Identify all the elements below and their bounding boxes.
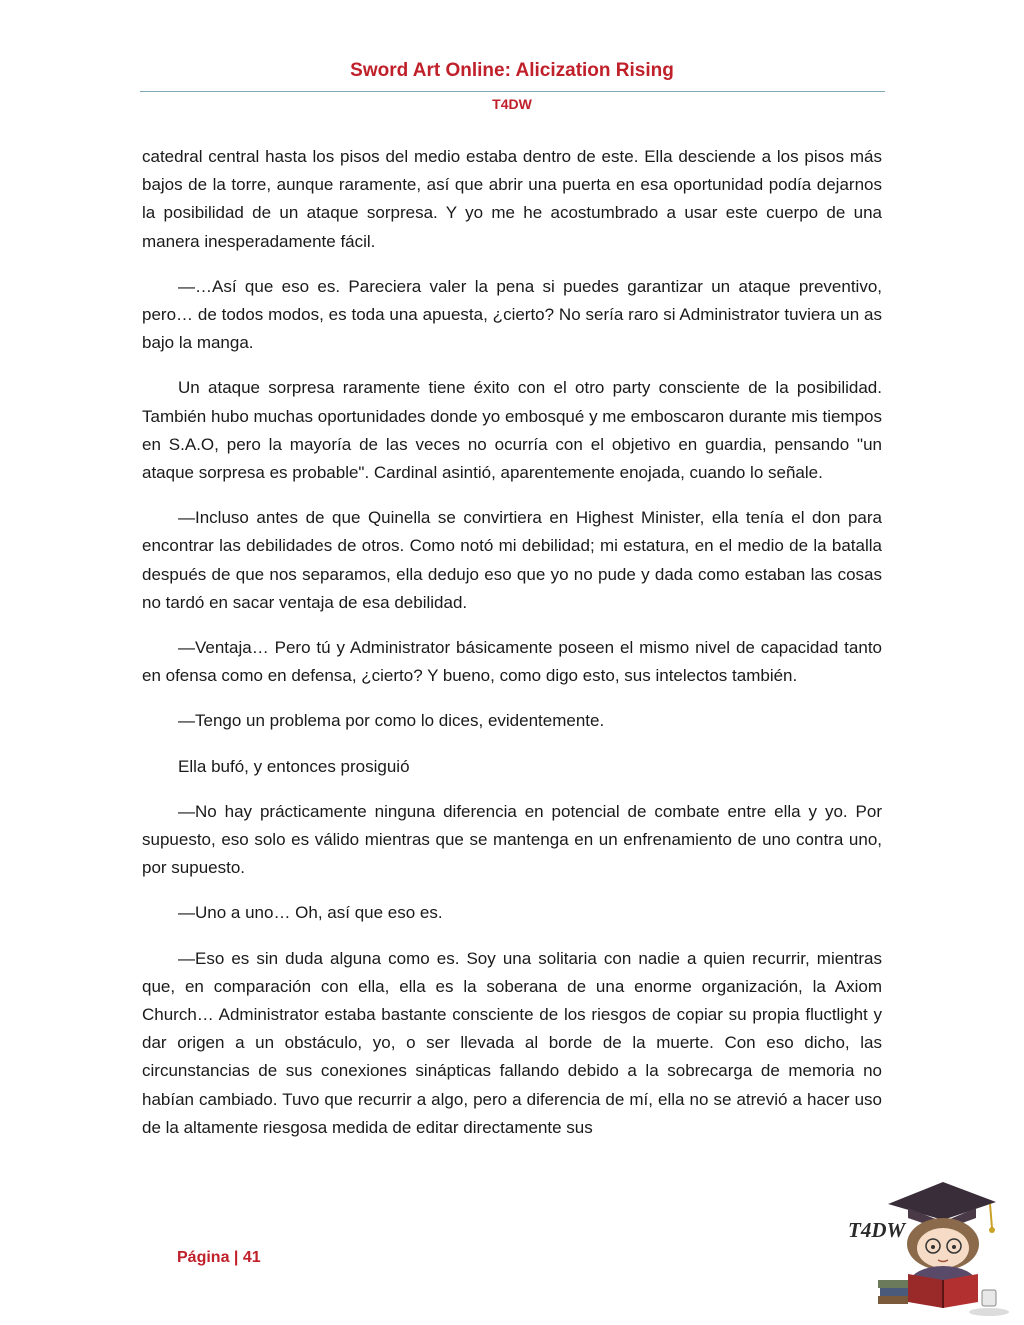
paragraph: catedral central hasta los pisos del medio estaba dentro de este. Ella desciende a los pisos más bajos de la torre, aunque raramente, así que abrir una puerta en esa oportunidad podía dejarnos la posibilidad de un ataque sorpresa. Y yo me he acostumbrado a usar este cuerpo de una manera inesperadamente fácil. bbox=[142, 147, 882, 251]
page-number: Página | 41 bbox=[177, 1249, 261, 1266]
paragraph: —Tengo un problema por como lo dices, evidentemente. bbox=[178, 711, 605, 731]
header-divider bbox=[140, 91, 885, 92]
logo-text: T4DW bbox=[848, 1218, 906, 1242]
paragraph: Ella bufó, y entonces prosiguió bbox=[178, 756, 410, 776]
mascot-reading-book-icon bbox=[868, 1162, 1018, 1322]
document-subtitle: T4DW bbox=[492, 96, 532, 112]
paragraph: —Eso es sin duda alguna como es. Soy una solitaria con nadie a quien recurrir, mientras que, en comparación con ella, ella es la soberana de una enorme organización, la Axiom Church… Administrator estaba bastante consciente de los riesgos de copiar su propia fluctlight y dar origen a un obstáculo, yo, o ser llevada al borde de la muerte. Con eso dicho, las circunstancias de sus conexiones sinápticas fallando debido a la sobrecarga de memoria no habían cambiado. Tuvo que recurrir a algo, pero a diferencia de mí, ella no se atrevió a hacer uso de la altamente riesgosa medida de editar directamente sus bbox=[142, 948, 882, 1137]
paragraph: —Uno a uno… Oh, así que eso es. bbox=[178, 903, 443, 923]
document-title: Sword Art Online: Alicization Rising bbox=[350, 60, 674, 81]
paragraph: —…Así que eso es. Pareciera valer la pena si puedes garantizar un ataque preventivo, pero… de todos modos, es toda una apuesta, ¿cierto? No sería raro si Administrator tuviera un as bajo la manga. bbox=[142, 276, 882, 353]
body-text bbox=[142, 143, 882, 1159]
paragraph: —Ventaja… Pero tú y Administrator básicamente poseen el mismo nivel de capacidad tanto en ofensa como en defensa, ¿cierto? Y bueno, como digo esto, sus intelectos también. bbox=[142, 638, 882, 686]
paragraph: Un ataque sorpresa raramente tiene éxito con el otro party consciente de la posibilidad. También hubo muchas oportunidades donde yo embosqué y me emboscaron durante mis tiempos en S.A.O, pero la mayoría de las veces no ocurría con el objetivo en guardia, pensando "un ataque sorpresa es probable". Cardinal asintió, aparentemente enojada, cuando lo señale. bbox=[142, 378, 882, 483]
paragraph: —No hay prácticamente ninguna diferencia en potencial de combate entre ella y yo. Por supuesto, eso solo es válido mientras que se mantenga en un enfrenamiento de uno contra uno, por supuesto. bbox=[142, 801, 882, 878]
paragraph: —Incluso antes de que Quinella se convirtiera en Highest Minister, ella tenía el don para encontrar las debilidades de otros. Como notó mi debilidad; mi estatura, en el medio de la batalla después de que nos separamos, ella dedujo eso que yo no pude y dada como estaban las cosas no tardó en sacar ventaja de esa debilidad. bbox=[142, 508, 882, 612]
